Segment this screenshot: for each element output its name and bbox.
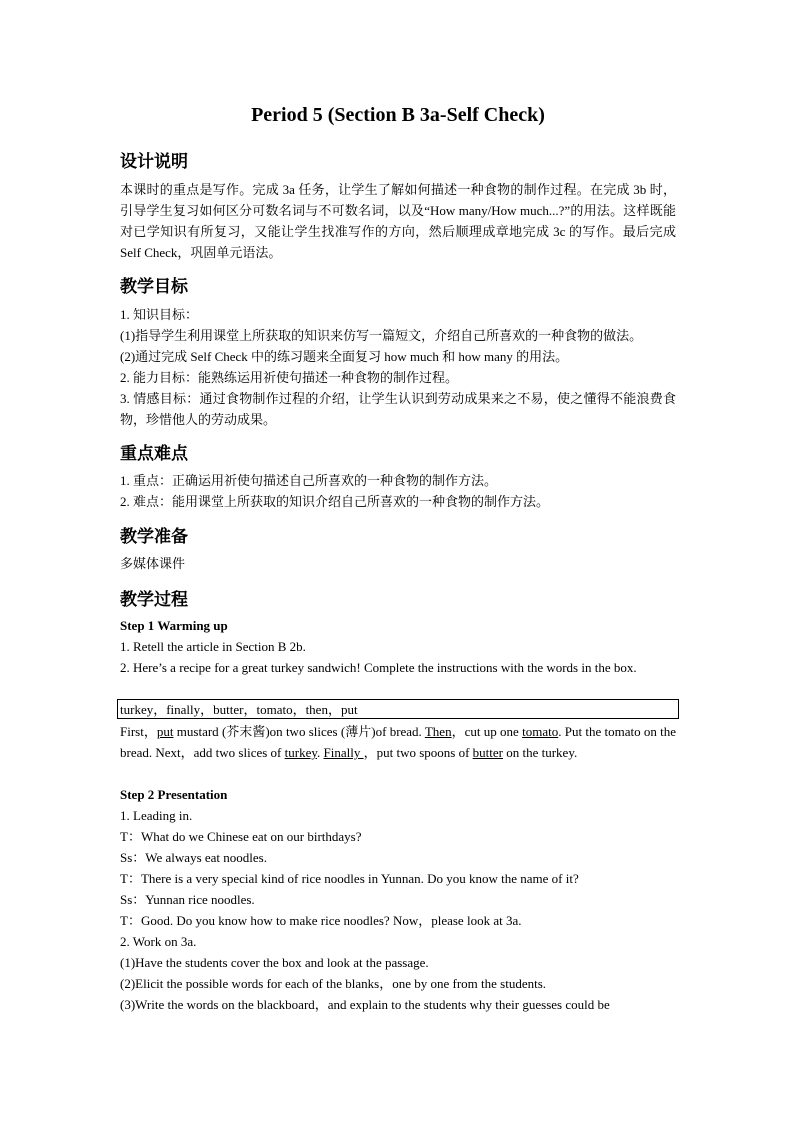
step-2-line: Ss：Yunnan rice noodles. xyxy=(120,892,255,907)
recipe-text: . xyxy=(317,745,324,760)
heading-design: 设计说明 xyxy=(120,152,188,172)
difficulty-line: 2. 难点：能用课堂上所获取的知识介绍自己所喜欢的一种食物的制作方法。 xyxy=(120,494,550,509)
word-box: turkey，finally，butter，tomato，then，put xyxy=(117,699,679,719)
step-2-line: (2)Elicit the possible words for each of the blanks，one by one from the students. xyxy=(120,976,547,991)
answer-blank: tomato xyxy=(522,724,559,739)
goals-line: (1)指导学生利用课堂上所获取的知识来仿写一篇短文，介绍自己所喜欢的一种食物的做法。 xyxy=(120,328,643,343)
preparation-text: 多媒体课件 xyxy=(120,556,186,571)
step-2-line: T：There is a very special kind of rice noodles in Yunnan. Do you know the name of it? xyxy=(120,871,579,886)
step-2-line: T：What do we Chinese eat on our birthdays? xyxy=(120,829,362,844)
step-2-label: Step 2 Presentation xyxy=(120,787,228,802)
answer-blank: turkey xyxy=(284,745,317,760)
goals-line: 1. 知识目标： xyxy=(120,307,199,322)
step-2-line: 2. Work on 3a. xyxy=(120,934,197,949)
step-1-instruction: 2. Here’s a recipe for a great turkey sandwich! Complete the instructions with the words in the box. xyxy=(120,660,637,675)
step-1-label: Step 1 Warming up xyxy=(120,618,228,633)
recipe-text: ，put two spoons of xyxy=(363,745,473,760)
goals-line: (2)通过完成 Self Check 中的练习题来全面复习 how much 和 how many 的用法。 xyxy=(120,349,569,364)
recipe-text: ，cut up one xyxy=(451,724,523,739)
recipe-text: on the turkey. xyxy=(502,745,578,760)
heading-goals: 教学目标 xyxy=(120,277,188,297)
page-title: Period 5 (Section B 3a-Self Check) xyxy=(251,104,545,126)
answer-blank: Finally xyxy=(323,745,364,760)
design-paragraph: 本课时的重点是写作。完成 3a 任务，让学生了解如何描述一种食物的制作过程。在完成 3b 时，引导学生复习如何区分可数名词与不可数名词，以及“How many/How much...?”的用法。这样既能对已学知识有所复习，又能让学生找准写作的方向，然后顺理成章地完成 3c 的写作。最后完成 Self Check，巩固单元语法。 xyxy=(120,182,676,260)
step-2-line: Ss：We always eat noodles. xyxy=(120,850,267,865)
answer-blank: put xyxy=(156,724,174,739)
step-2-line: 1. Leading in. xyxy=(120,808,193,823)
heading-key-points: 重点难点 xyxy=(120,444,188,464)
heading-process: 教学过程 xyxy=(120,590,188,610)
answer-blank: butter xyxy=(472,745,503,760)
step-2-line: (1)Have the students cover the box and look at the passage. xyxy=(120,955,429,970)
step-2-line: T：Good. Do you know how to make rice noodles? Now，please look at 3a. xyxy=(120,913,522,928)
recipe-text: . Put the tomato on the bread. Next，add two slices of xyxy=(120,724,677,760)
key-point-line: 1. 重点：正确运用祈使句描述自己所喜欢的一种食物的制作方法。 xyxy=(120,473,498,488)
step-1-line: 1. Retell the article in Section B 2b. xyxy=(120,639,306,654)
goals-line: 2. 能力目标：能熟练运用祈使句描述一种食物的制作过程。 xyxy=(120,370,459,385)
heading-preparation: 教学准备 xyxy=(120,527,188,547)
goals-emotion-paragraph: 3. 情感目标：通过食物制作过程的介绍，让学生认识到劳动成果来之不易，使之懂得不能浪费食物，珍惜他人的劳动成果。 xyxy=(120,391,676,427)
answer-blank: Then xyxy=(424,724,452,739)
step-2-line-last: (3)Write the words on the blackboard，and explain to the students why their guesses could be xyxy=(120,997,610,1012)
recipe-text: mustard (芥末酱)on two slices (薄片)of bread. xyxy=(173,724,425,739)
recipe-text: First， xyxy=(120,724,157,739)
recipe-paragraph xyxy=(120,721,676,763)
